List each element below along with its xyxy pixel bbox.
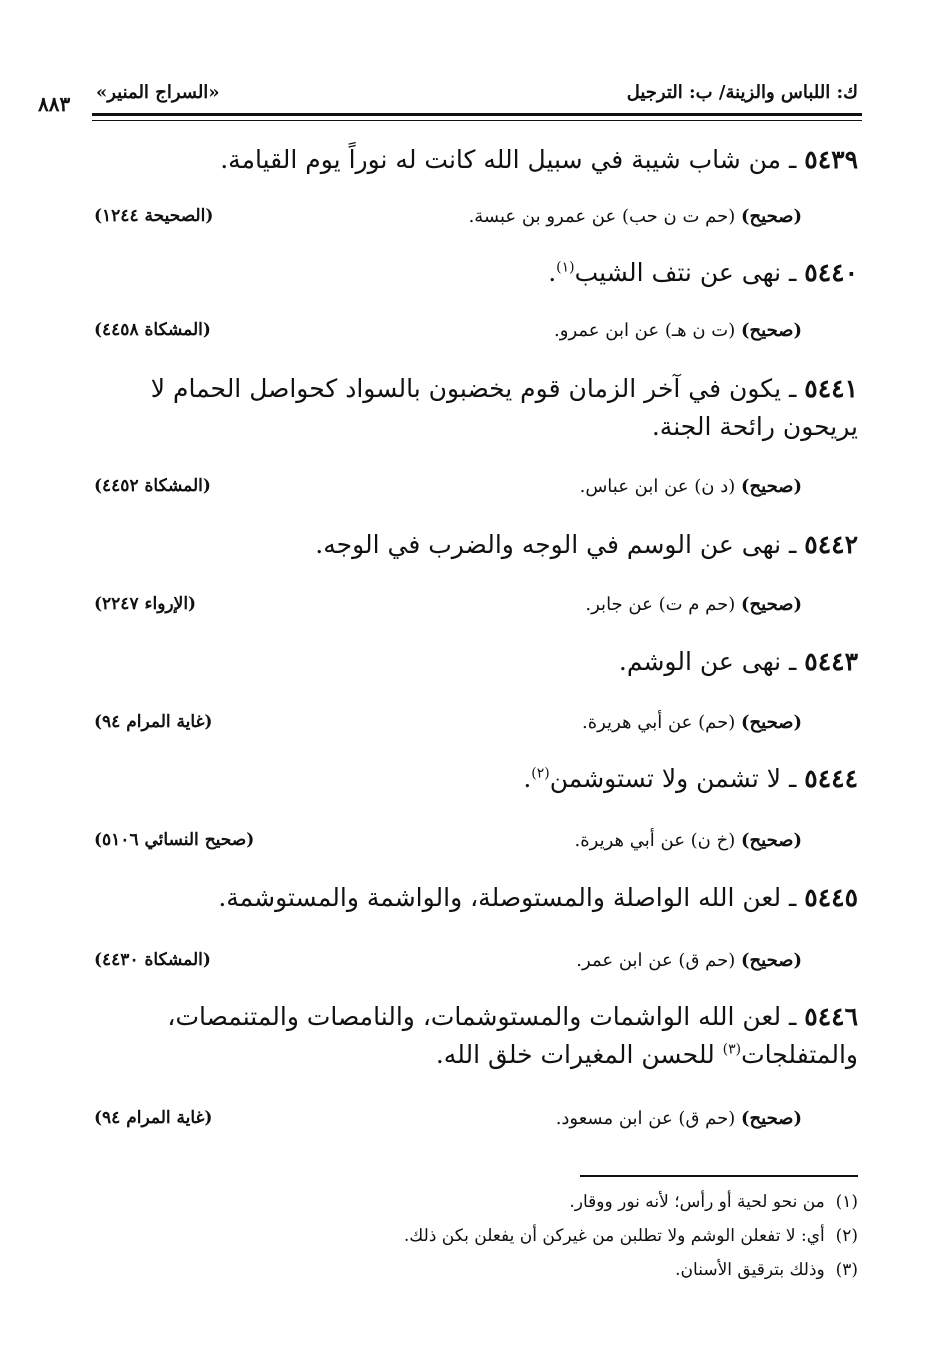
narration-source: (حم) عن أبي هريرة. (581, 712, 736, 733)
narration-source: (حم ق) عن ابن عمر. (576, 950, 736, 971)
hadith-body: يكون في آخر الزمان قوم يخضبون بالسواد كحواصل الحمام لا يريحون رائحة الجنة. (150, 374, 858, 441)
chapter-heading: ك: اللباس والزينة/ ب: الترجيل (626, 82, 858, 103)
narration-source: (حم ق) عن ابن مسعود. (555, 1108, 736, 1129)
footnote (88, 1192, 858, 1212)
hadith-grading (372, 476, 802, 497)
footnote (88, 1260, 858, 1280)
hadith-number: ٥٤٤٠ (804, 258, 858, 287)
narration-source: (حم ت ن حب) عن عمرو بن عبسة. (468, 206, 736, 227)
hadith-number: ٥٤٣٩ (804, 145, 858, 174)
narration-source: (ت ن هـ) عن ابن عمرو. (554, 320, 736, 341)
footnote-number: (٢) (835, 1226, 858, 1246)
page-number: ٨٨٣ (38, 92, 71, 116)
footnote-text: أي: لا تفعلن الوشم ولا تطلبن من غيركن أن يفعلن بكن ذلك. (403, 1226, 825, 1246)
hadith-text: ٥٤٤٣ ـ نهى عن الوشم. (618, 647, 858, 676)
hadith-body: نهى عن نتف الشيب (574, 258, 782, 287)
narration-source: (د ن) عن ابن عباس. (579, 476, 736, 497)
hadith-text: ٥٤٣٩ ـ من شاب شيبة في سبيل الله كانت له نوراً يوم القيامة. (220, 145, 858, 174)
grade-label: (صحيح) (741, 830, 802, 851)
source-reference: (المشكاة ٤٤٥٨) (94, 320, 211, 340)
footnote (88, 1226, 858, 1246)
hadith-grading (372, 320, 802, 341)
source-reference: (غاية المرام ٩٤) (94, 712, 213, 732)
source-reference: (صحيح النسائي ٥١٠٦) (94, 830, 255, 850)
hadith-text: ٥٤٤٢ ـ نهى عن الوسم في الوجه والضرب في الوجه. (315, 530, 858, 559)
hadith-grading (372, 1108, 802, 1129)
grade-label: (صحيح) (741, 950, 802, 971)
hadith-body: لعن الله الواشمات والمستوشمات، والنامصات والمتنمصات، والمتفلجات (167, 1002, 858, 1069)
hadith-text: ٥٤٤٦ ـ لعن الله الواشمات والمستوشمات، والنامصات والمتنمصات، والمتفلجات$^{(٣)}$ للحسن المغيرات خلق الله. (167, 1002, 858, 1069)
grade-label: (صحيح) (741, 320, 802, 341)
source-reference: (الصحيحة ١٢٤٤) (94, 206, 214, 226)
grade-label: (صحيح) (741, 1108, 802, 1129)
hadith-grading (372, 712, 802, 733)
hadith-number: ٥٤٤٢ (804, 530, 858, 559)
footnote-text: من نحو لحية أو رأس؛ لأنه نور ووقار. (569, 1192, 825, 1212)
book-title: «السراج المنير» (96, 82, 220, 103)
grade-label: (صحيح) (741, 206, 802, 227)
hadith-text: ٥٤٤٠ ـ نهى عن نتف الشيب$^{(١)}$. (548, 258, 858, 287)
hadith-number: ٥٤٤١ (804, 374, 858, 403)
hadith-body: نهى عن الوشم. (618, 647, 782, 676)
hadith-body-end: . (548, 258, 557, 287)
hadith-grading (372, 206, 802, 227)
hadith-grading (372, 830, 802, 851)
footnote-number: (١) (835, 1192, 858, 1212)
hadith-text: ٥٤٤٤ ـ لا تشمن ولا تستوشمن$^{(٢)}$. (523, 764, 858, 793)
footnote-number: (٣) (835, 1260, 858, 1280)
source-reference: (غاية المرام ٩٤) (94, 1108, 213, 1128)
footnote-separator (580, 1175, 858, 1177)
hadith-body: نهى عن الوسم في الوجه والضرب في الوجه. (315, 530, 782, 559)
header-rule-thick (92, 113, 862, 116)
hadith-body: لا تشمن ولا تستوشمن (549, 764, 782, 793)
footnote-marker[interactable]: (٣) (722, 1041, 742, 1058)
source-reference: (المشكاة ٤٤٣٠) (94, 950, 211, 970)
hadith-grading (372, 594, 802, 615)
grade-label: (صحيح) (741, 476, 802, 497)
narration-source: (حم م ت) عن جابر. (585, 594, 736, 615)
hadith-text: ٥٤٤٥ ـ لعن الله الواصلة والمستوصلة، والواشمة والمستوشمة. (218, 883, 858, 912)
header-rule-thin (92, 120, 862, 121)
hadith-grading (372, 950, 802, 971)
hadith-body: من شاب شيبة في سبيل الله كانت له نوراً يوم القيامة. (220, 145, 782, 174)
hadith-body-end: . (523, 764, 532, 793)
hadith-body: لعن الله الواصلة والمستوصلة، والواشمة والمستوشمة. (218, 883, 782, 912)
narration-source: (خ ن) عن أبي هريرة. (574, 830, 736, 851)
hadith-number: ٥٤٤٥ (804, 883, 858, 912)
hadith-number: ٥٤٤٦ (804, 1002, 858, 1031)
source-reference: (المشكاة ٤٤٥٢) (94, 476, 211, 496)
grade-label: (صحيح) (741, 594, 802, 615)
hadith-number: ٥٤٤٤ (804, 764, 858, 793)
grade-label: (صحيح) (741, 712, 802, 733)
footnote-text: وذلك بترقيق الأسنان. (675, 1260, 825, 1280)
hadith-body-end: للحسن المغيرات خلق الله. (435, 1040, 723, 1069)
footnote-marker[interactable]: (١) (556, 259, 575, 276)
source-reference: (الإرواء ٢٢٤٧) (94, 594, 197, 614)
hadith-text: ٥٤٤١ ـ يكون في آخر الزمان قوم يخضبون بالسواد كحواصل الحمام لا يريحون رائحة الجنة. (150, 374, 858, 441)
hadith-number: ٥٤٤٣ (804, 647, 858, 676)
footnote-marker[interactable]: (٢) (531, 765, 550, 782)
